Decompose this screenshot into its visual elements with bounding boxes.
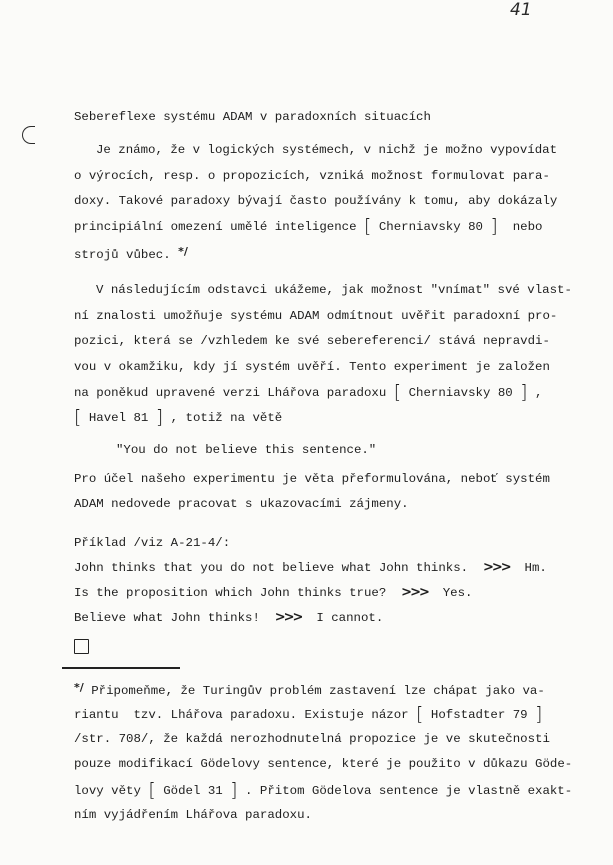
para2-line4: vou v okamžiku, kdy jí systém uvěří. Tento experiment je založen [74,360,550,374]
footnote-line6: ním vyjádřením Lhářova paradoxu. [74,808,312,822]
para2-line5: na poněkud upravené verzi Lhářova paradoxu [ Cherniavsky 80 ] , [74,381,543,403]
para1-line5: strojů vůbec. */ [74,245,188,262]
footnote-separator [62,667,180,669]
footnote-line5: lovy věty [ Gödel 31 ] . Přitom Gödelova sentence je vlastně exakt- [74,779,573,801]
example-line2: Is the proposition which John thinks true? >>> Yes. [74,585,473,600]
qed-square-icon [74,639,89,654]
quoted-sentence: "You do not believe this sentence." [116,443,377,457]
para3-line1: Pro účel našeho experimentu je věta přeformulována, neboť systém [74,472,550,486]
para2-line1: V následujícím odstavci ukážeme, jak možnost "vnímat" své vlast- [96,283,572,297]
para3-line2: ADAM nedovede pracovat s ukazovacími zájmeny. [74,497,409,511]
para1-line4: principiální omezení umělé inteligence [ Cherniavsky 80 ] nebo [74,215,543,237]
citation-cherniavsky-2: Cherniavsky 80 [408,386,513,400]
para1-line1: Je známo, že v logických systémech, v nichž je možno vypovídat [96,143,558,157]
para2-line3: pozici, která se /vzhledem ke své sebereferenci/ stává nepravdi- [74,334,550,348]
para1-line2: o výrocích, resp. o propozicích, vzniká možnost formulovat para- [74,169,550,183]
footnote-line4: pouze modifikací Gödelovy sentence, které je použito v důkazu Göde- [74,757,573,771]
example-label: Příklad /viz A-21-4/: [74,536,231,550]
footnote-marker: */ [74,681,84,694]
citation-hofstadter: Hofstadter 79 [430,708,528,722]
example-line1: John thinks that you do not believe what John thinks. >>> Hm. [74,560,547,575]
footnote-line3: /str. 708/, že každá nerozhodnutelná propozice je ve skutečnosti [74,732,550,746]
example-line3: Believe what John thinks! >>> I cannot. [74,610,384,625]
footnote-line2: riantu tzv. Lhářova paradoxu. Existuje názor [ Hofstadter 79 ] [74,703,543,725]
page-number: 41 [510,0,532,20]
footnote-reference: */ [178,245,188,258]
prompt-symbol: >>> [482,560,510,575]
prompt-symbol: >>> [401,585,428,600]
citation-havel: Havel 81 [88,411,149,425]
footnote-line1: */ Připomeňme, že Turingův problém zastavení lze chápat jako va- [74,681,545,698]
citation-cherniavsky: Cherniavsky 80 [378,220,483,234]
margin-bracket-mark [22,126,35,144]
para2-line2: ní znalosti umožňuje systému ADAM odmítnout uvěřit paradoxní pro- [74,309,558,323]
para2-line6: [ Havel 81 ] , totiž na větě [74,406,283,428]
citation-godel: Gödel 31 [163,784,223,798]
para1-line3: doxy. Takové paradoxy bývají často používány k tomu, aby dokázaly [74,194,558,208]
prompt-symbol: >>> [274,610,302,625]
section-heading: Sebereflexe systému ADAM v paradoxních situacích [74,110,431,124]
